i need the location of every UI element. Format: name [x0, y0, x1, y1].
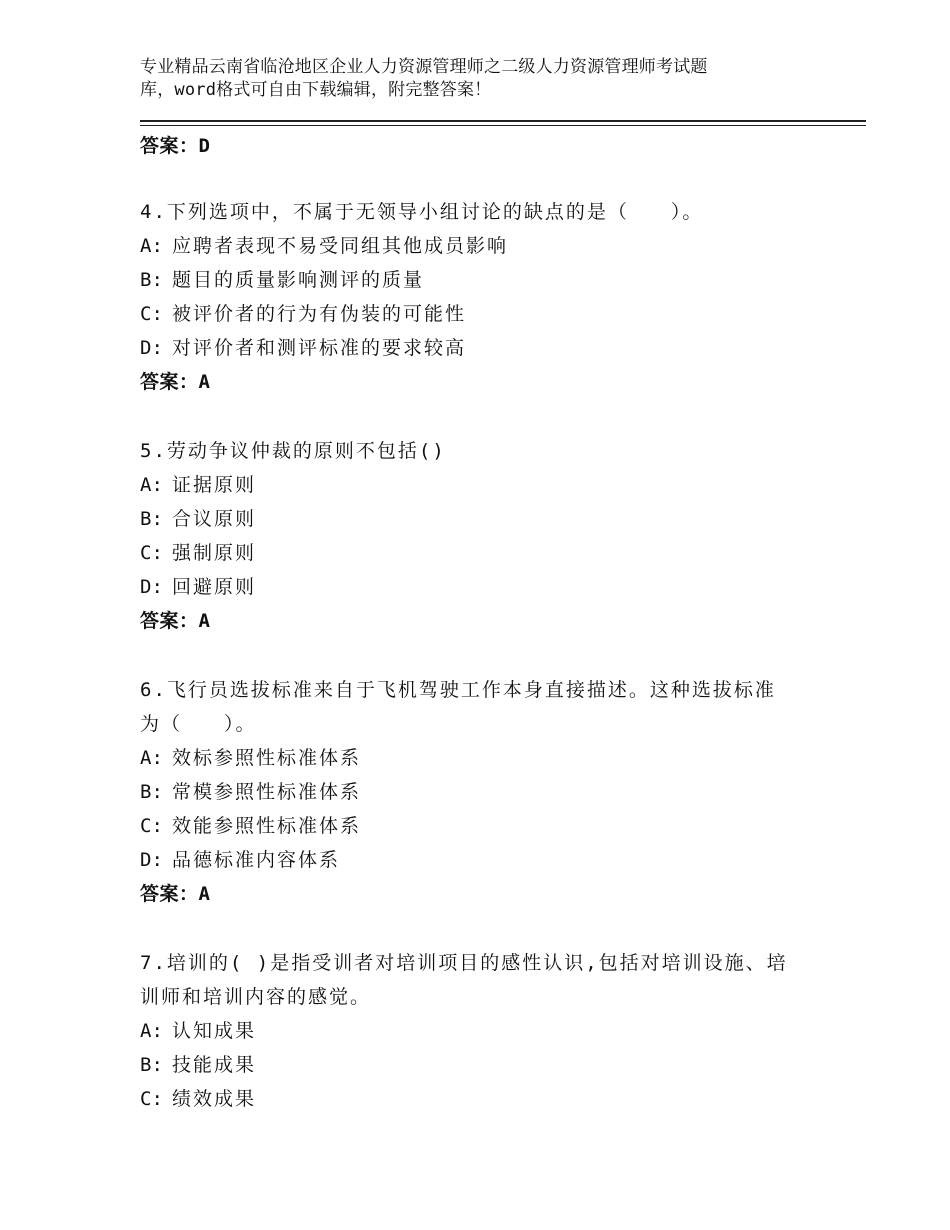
option-key: B: [140, 1054, 163, 1076]
question-text: 6.飞行员选拔标准来自于飞机驾驶工作本身直接描述。这种选拔标准 [140, 679, 776, 701]
header-rule-thin [140, 125, 866, 126]
question-answer: 答案：A [140, 610, 211, 632]
option-key: B: [140, 781, 163, 803]
option-c [140, 297, 800, 331]
option-text: 回避原则 [172, 576, 257, 598]
question-7 [140, 946, 800, 1116]
question-answer: 答案：A [140, 371, 211, 393]
option-text: 绩效成果 [172, 1088, 257, 1110]
option-text: 对评价者和测评标准的要求较高 [172, 337, 467, 359]
option-d [140, 570, 800, 604]
option-text: 强制原则 [172, 542, 257, 564]
question-text: 7.培训的( )是指受训者对培训项目的感性认识,包括对培训设施、培 [140, 952, 788, 974]
option-a [140, 1014, 800, 1048]
option-c [140, 536, 800, 570]
option-a [140, 468, 800, 502]
option-text: 技能成果 [172, 1054, 257, 1076]
option-a [140, 741, 800, 775]
question-text: 4.下列选项中，不属于无领导小组讨论的缺点的是（ ）。 [140, 201, 704, 223]
option-b [140, 1048, 800, 1082]
option-a [140, 229, 800, 263]
previous-question-answer: 答案：D [140, 135, 211, 157]
option-key: A: [140, 474, 163, 496]
question-4 [140, 195, 800, 399]
option-key: B: [140, 508, 163, 530]
option-text: 被评价者的行为有伪装的可能性 [172, 303, 467, 325]
option-key: C: [140, 303, 163, 325]
document-header [140, 56, 780, 102]
option-key: A: [140, 747, 163, 769]
question-6 [140, 673, 800, 911]
question-5 [140, 434, 800, 638]
option-key: D: [140, 337, 163, 359]
question-text: 5.劳动争议仲裁的原则不包括() [140, 440, 446, 462]
option-text: 应聘者表现不易受同组其他成员影响 [172, 235, 509, 257]
header-line-2: 库，word格式可自由下载编辑，附完整答案！ [140, 80, 492, 100]
option-c [140, 1082, 800, 1116]
option-text: 认知成果 [172, 1020, 257, 1042]
option-key: B: [140, 269, 163, 291]
option-d [140, 331, 800, 365]
option-key: C: [140, 815, 163, 837]
option-key: D: [140, 576, 163, 598]
option-b [140, 502, 800, 536]
option-text: 品德标准内容体系 [172, 849, 341, 871]
header-rule-thick [140, 120, 866, 122]
option-key: C: [140, 542, 163, 564]
option-key: A: [140, 235, 163, 257]
option-b [140, 263, 800, 297]
option-text: 效标参照性标准体系 [172, 747, 362, 769]
option-d [140, 843, 800, 877]
option-key: A: [140, 1020, 163, 1042]
question-text-continued: 为（ ）。 [140, 713, 257, 735]
option-text: 合议原则 [172, 508, 257, 530]
option-text: 证据原则 [172, 474, 257, 496]
question-answer: 答案：A [140, 883, 211, 905]
option-text: 题目的质量影响测评的质量 [172, 269, 425, 291]
header-line-1: 专业精品云南省临沧地区企业人力资源管理师之二级人力资源管理师考试题 [140, 57, 708, 77]
option-b [140, 775, 800, 809]
option-key: C: [140, 1088, 163, 1110]
option-c [140, 809, 800, 843]
option-text: 常模参照性标准体系 [172, 781, 362, 803]
option-text: 效能参照性标准体系 [172, 815, 362, 837]
option-key: D: [140, 849, 163, 871]
question-text-continued: 训师和培训内容的感觉。 [140, 986, 372, 1008]
